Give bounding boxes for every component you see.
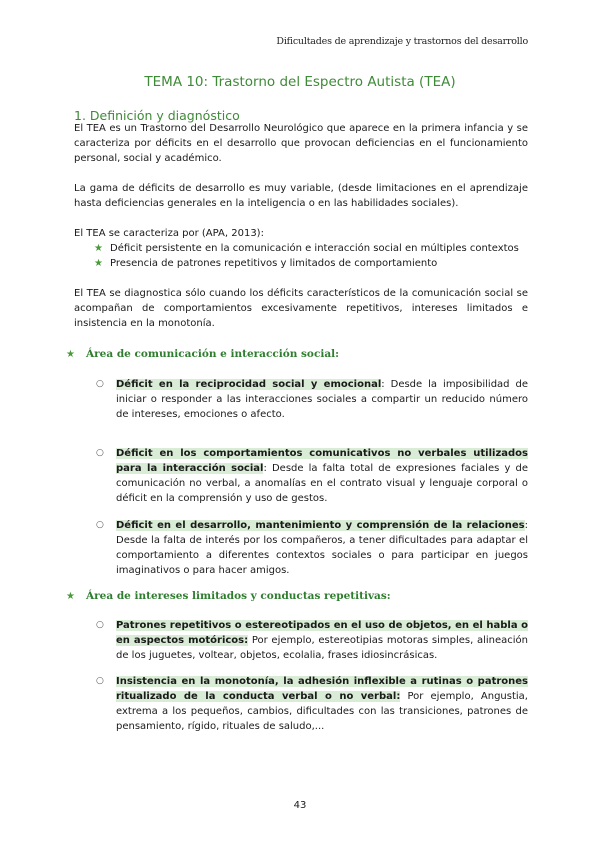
list-item: ○ Patrones repetitivos o estereotipados en el uso de objetos, en el habla o en aspectos motóricos: Por ejemplo, estereotipias motoras simples, alineación de los juguetes, voltear, objetos, ecolalia, frases idiosincrásicas. bbox=[96, 620, 528, 661]
circle-bullet-icon: ○ bbox=[96, 520, 104, 530]
star-bullet-icon: ★ bbox=[94, 258, 103, 269]
page-title: TEMA 10: Trastorno del Espectro Autista (TEA) bbox=[144, 74, 456, 90]
star-bullet-icon: ★ bbox=[94, 243, 103, 254]
body-text bbox=[74, 121, 528, 346]
paragraph-definition: El TEA es un Trastorno del Desarrollo Neurológico que aparece en la primera infancia y se caracteriza por déficits en el desarrollo que provocan deficiencias en el funcionamiento personal, social y académico. bbox=[74, 123, 528, 164]
section-heading: 1. Definición y diagnóstico bbox=[74, 108, 240, 123]
list-item: ★ Déficit persistente en la comunicación e interacción social en múltiples contextos bbox=[94, 243, 519, 254]
list-item: ○ Déficit en los comportamientos comunicativos no verbales utilizados para la interacción social: Desde la falta total de expresiones faciales y de comunicación no verbal, a anomalías en el contrato visual y lenguaje corporal o déficit en la comprensión y uso de gestos. bbox=[96, 448, 528, 504]
circle-bullet-icon: ○ bbox=[96, 676, 104, 686]
paragraph-diagnosis: El TEA se diagnostica sólo cuando los déficits característicos de la comunicación social se acompañan de comportamientos excesivamente repetitivos, intereses limitados e insistencia en la monotonía. bbox=[74, 288, 528, 329]
running-header: Dificultades de aprendizaje y trastornos del desarrollo bbox=[276, 36, 528, 47]
criteria-list bbox=[74, 241, 528, 271]
list-item: ○ Déficit en el desarrollo, mantenimiento y comprensión de la relaciones: Desde la falta de interés por los compañeros, a tener dificultades para adaptar el comportamiento a diferentes contextos sociales o para participar en juegos imaginativos o para hacer amigos. bbox=[96, 520, 528, 576]
list-item: ★ Presencia de patrones repetitivos y limitados de comportamiento bbox=[94, 258, 438, 269]
area-heading-interests: ★ Área de intereses limitados y conductas repetitivas: bbox=[66, 590, 391, 602]
star-bullet-icon: ★ bbox=[66, 349, 75, 360]
list-item: ○ Insistencia en la monotonía, la adhesión inflexible a rutinas o patrones ritualizado de la conducta verbal o no verbal: Por ejemplo, Angustia, extrema a los pequeños, cambios, dificultades con las transiciones, patrones de pensamiento, rígido, rituales de saludo,... bbox=[96, 676, 528, 732]
circle-bullet-icon: ○ bbox=[96, 379, 104, 389]
circle-bullet-icon: ○ bbox=[96, 620, 104, 630]
area-heading-communication: ★ Área de comunicación e interacción social: bbox=[66, 348, 339, 360]
page-number: 43 bbox=[293, 800, 307, 811]
paragraph-range: La gama de déficits de desarrollo es muy variable, (desde limitaciones en el aprendizaje hasta deficiencias generales en la inteligencia o en las habilidades sociales). bbox=[74, 183, 528, 209]
circle-bullet-icon: ○ bbox=[96, 448, 104, 458]
star-bullet-icon: ★ bbox=[66, 591, 75, 602]
paragraph-characterized: El TEA se caracteriza por (APA, 2013): bbox=[74, 228, 264, 239]
list-item: ○ Déficit en la reciprocidad social y emocional: Desde la imposibilidad de iniciar o responder a las interacciones sociales a compartir un reducido número de intereses, emociones o afecto. bbox=[96, 379, 528, 420]
